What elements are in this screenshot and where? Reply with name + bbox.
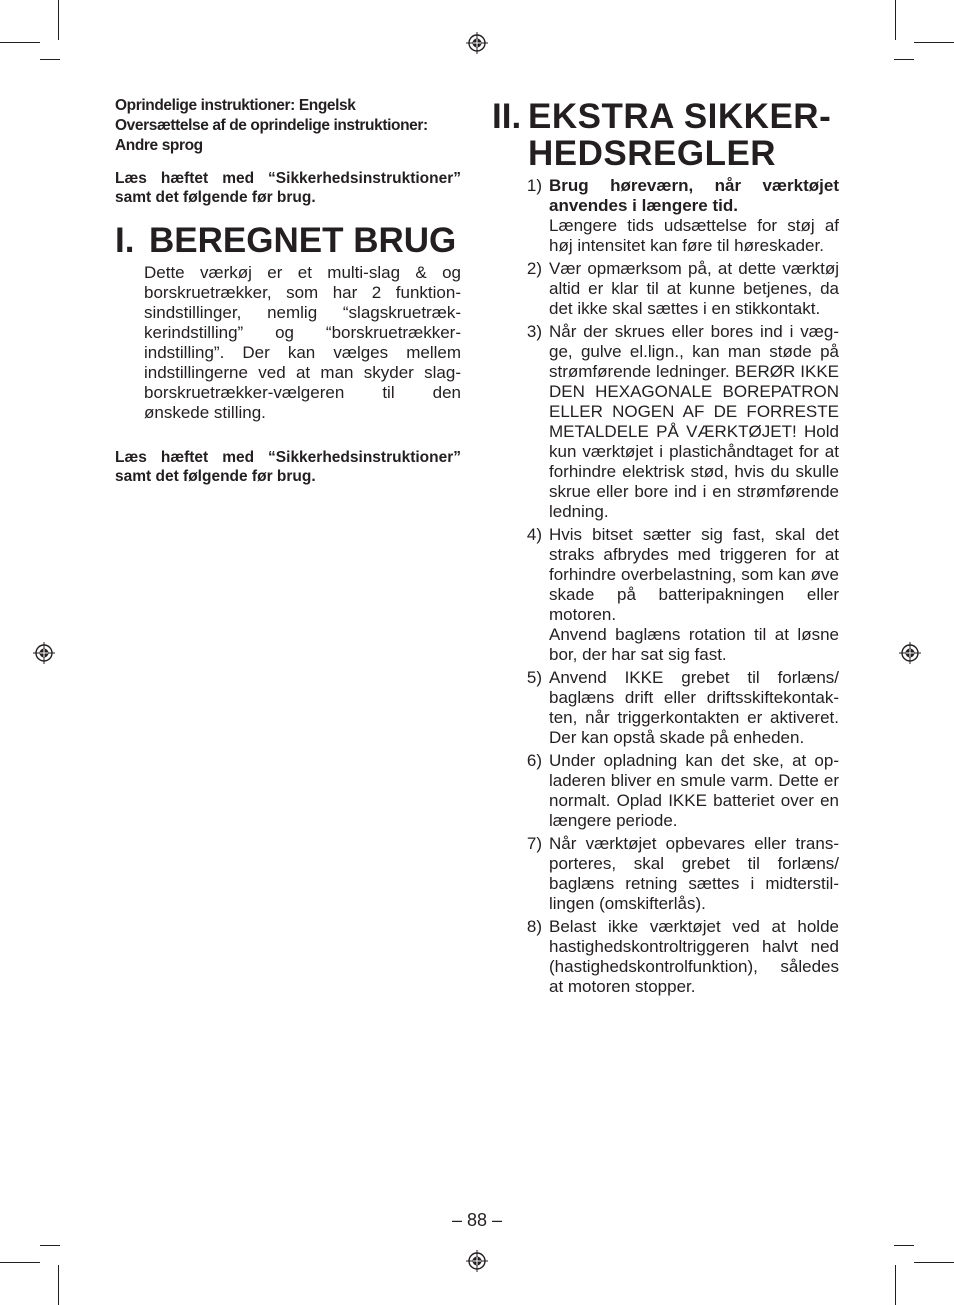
header-note-line: Oprindelige instruktioner: Engelsk — [115, 97, 356, 114]
list-item-number: 3) — [526, 322, 542, 341]
page-number: – 88 – — [451, 1210, 503, 1230]
crop-mark — [914, 1262, 954, 1263]
list-item-text: Vær opmærksom på, at dette værktøj altid er klar til at kunne betjenes, da det ikke skal sættes i en stikkontakt. — [549, 259, 839, 318]
list-item-number: 1) — [526, 176, 542, 195]
section-number: II. — [492, 97, 522, 136]
crop-mark — [40, 59, 60, 60]
section-title: EKSTRA SIKKERHEDSREGLER — [528, 97, 831, 173]
crop-mark — [58, 0, 59, 40]
crop-mark — [894, 1245, 914, 1246]
left-column — [115, 96, 461, 486]
list-item — [492, 834, 839, 914]
read-safety-note: Læs hæftet med “Sikkerhedsinstruktioner” samt det følgende før brug. — [115, 449, 461, 485]
list-item-text: Anvend IKKE grebet til forlæns/ baglæns drift eller driftsskiftekontakten, når triggerkontakten er aktiveret. Der kan opstå skade på enheden. — [549, 668, 839, 747]
list-item — [492, 917, 839, 997]
registration-mark-icon — [33, 642, 55, 664]
list-item-number: 8) — [526, 917, 542, 936]
list-item-text: Når værktøjet opbevares eller transporteres, skal grebet til forlæns/ baglæns retning sættes i midterstillingen (omskifterlås). — [549, 834, 839, 913]
crop-mark — [0, 1262, 40, 1263]
original-instructions-note — [115, 96, 461, 156]
section-heading — [492, 98, 839, 172]
list-item-text: Belast ikke værktøjet ved at holde hastighedskontroltriggeren halvt ned (hastighedskontrolfunktion), således at motoren stopper. — [549, 917, 839, 996]
section-number: I. — [115, 221, 135, 260]
list-item-text: Når der skrues eller bores ind i vægge, gulve el.lign., kan man støde på strømførende ledninger. BERØR IKKE DEN HEXAGONALE BOREPATRON ELLER NOGEN AF DE FORRESTE METALDELE PÅ VÆRKTØJET! Hold kun værktøjet i plastichåndtaget for at forhindre elektrisk stød, hvis du skulle skrue eller bore ind i en strømførende ledning. — [549, 322, 839, 521]
safety-rules-list — [492, 176, 839, 997]
list-item — [492, 322, 839, 522]
crop-mark — [895, 1265, 896, 1305]
intended-use-text: Dette værkøj er et multi-slag & og borskruetrækker, som har 2 funktionsindstillinger, nemlig “slagskruetrækkerindstilling” og “borskruetrækkerindstilling”. Der kan vælges mellem indstillingerne ved at man skyder slag-borskruetrækker-vælgeren til den ønskede stilling. — [144, 263, 461, 422]
right-column — [492, 98, 839, 1000]
list-item — [492, 751, 839, 831]
list-item-lead: Brug høreværn, når værktøjet anvendes i længere tid. — [549, 176, 839, 215]
list-item — [492, 668, 839, 748]
registration-mark-icon — [899, 642, 921, 664]
list-item-number: 7) — [526, 834, 542, 853]
list-item-number: 6) — [526, 751, 542, 770]
list-item-text: Hvis bitset sætter sig fast, skal det straks afbrydes med triggeren for at forhindre overbelastning, som kan øve skade på batteripakningen eller motoren. — [549, 525, 839, 624]
list-item — [492, 259, 839, 319]
crop-mark — [58, 1265, 59, 1305]
list-item-text: Længere tids udsættelse for støj af høj intensitet kan føre til høreskader. — [549, 216, 839, 255]
crop-mark — [894, 59, 914, 60]
crop-mark — [895, 0, 896, 40]
list-item-number: 5) — [526, 668, 542, 687]
crop-mark — [0, 42, 40, 43]
list-item-extra: Anvend baglæns rotation til at løsne bor, der har sat sig fast. — [549, 625, 839, 664]
header-note-line: Andre sprog — [115, 137, 203, 154]
crop-mark — [40, 1245, 60, 1246]
registration-mark-icon — [466, 32, 488, 54]
list-item-number: 4) — [526, 525, 542, 544]
registration-mark-icon — [466, 1250, 488, 1272]
read-safety-note: Læs hæftet med “Sikkerhedsinstruktioner” samt det følgende før brug. — [115, 170, 461, 206]
list-item-number: 2) — [526, 259, 542, 278]
section-title: BEREGNET BRUG — [149, 221, 457, 260]
section-heading — [115, 222, 461, 260]
list-item — [492, 176, 839, 256]
crop-mark — [914, 42, 954, 43]
header-note-line: Oversættelse af de oprindelige instruktioner: — [115, 117, 428, 134]
list-item-text: Under opladning kan det ske, at opladeren bliver en smule varm. Dette er normalt. Oplad IKKE batteriet over en længere periode. — [549, 751, 839, 830]
list-item — [492, 525, 839, 665]
